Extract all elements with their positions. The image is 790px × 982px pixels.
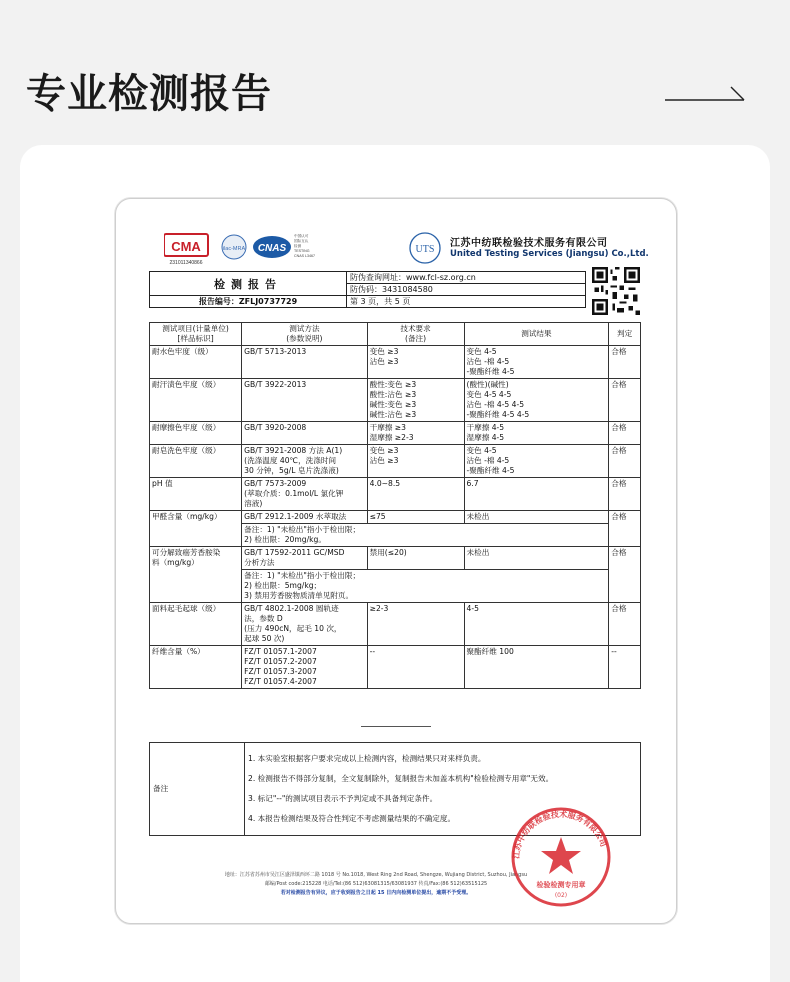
cell-item: 甲醛含量（mg/kg） [150,511,242,547]
cell-result: 6.7 [464,478,609,511]
cell-requirement: ≥2-3 [367,603,464,646]
cell-result: 4-5 [464,603,609,646]
cell-method: GB/T 3921-2008 方法 A(1) (洗涤温度 40℃，洗涤时间 30 分钟，5g/L 皂片洗涤液) [242,445,367,478]
cell-method: GB/T 4802.1-2008 圆轨迹 法，参数 D (压力 490cN，起毛 10 次， 起球 50 次) [242,603,367,646]
table-header-row [150,323,641,346]
svg-text:江苏中纺联检验技术服务有限公司: 江苏中纺联检验技术服务有限公司 [511,809,609,860]
svg-text:UTS: UTS [415,244,435,255]
cell-requirement: ≤75 [367,511,464,524]
cell-requirement: 酸性:变色 ≥3 酸性:沾色 ≥3 碱性:变色 ≥3 碱性:沾色 ≥3 [367,379,464,422]
cell-judgement: 合格 [609,445,641,478]
cell-requirement: 禁用(≤20) [367,547,464,570]
cell-result: 变色 4-5 沾色 -棉 4-5 -聚酯纤维 4-5 [464,445,609,478]
table-row [150,445,641,478]
cell-item: 耐水色牢度（级） [150,346,242,379]
remark-line: 4. 本报告检测结果及符合性判定不考虑测量结果的不确定度。 [248,814,456,823]
cell-judgement: 合格 [609,511,641,547]
report-header-table [149,271,586,308]
table-end-line [361,726,431,727]
cell-result: 干摩擦 4-5 湿摩擦 4-5 [464,422,609,445]
ilac-logo: ilac-MRA [222,246,246,252]
anti-fake-site: 防伪查询网址：www.fcl-sz.org.cn [347,272,586,284]
table-row [150,379,641,422]
page-title: 专业检测报告 [26,71,272,117]
cell-method: GB/T 3922-2013 [242,379,367,422]
col-header-item: 测试项目(计量单位) [样品标识] [150,323,242,346]
cell-judgement: 合格 [609,379,641,422]
report-title: 检测报告 [150,272,347,296]
remark-line: 1. 本实验室根据客户要求完成以上检测内容，检测结果只对来样负责。 [248,754,486,763]
cell-method: GB/T 3920-2008 [242,422,367,445]
cell-result: 变色 4-5 沾色 -棉 4-5 -聚酯纤维 4-5 [464,346,609,379]
col-header-requirement: 技术要求 (备注) [367,323,464,346]
cell-note: 备注：1) "未检出"指小于检出限； 2) 检出限：20mg/kg。 [242,524,609,547]
cell-requirement: 变色 ≥3 沾色 ≥3 [367,445,464,478]
col-header-result: 测试结果 [464,323,609,346]
cell-method: GB/T 17592-2011 GC/MSD 分析方法 [242,547,367,570]
qr-code-icon[interactable] [592,267,640,315]
cell-requirement: -- [367,646,464,689]
cell-item: pH 值 [150,478,242,511]
cell-requirement: 变色 ≥3 沾色 ≥3 [367,346,464,379]
cnas-text: 中国认可国际互认检测 TESTING CNAS L3467 [294,234,315,258]
table-row [150,346,641,379]
page-info: 第 3 页，共 5 页 [347,296,586,308]
cell-method: GB/T 5713-2013 [242,346,367,379]
cell-item: 耐摩擦色牢度（级） [150,422,242,445]
table-row [150,603,641,646]
svg-text:检验检测专用章: 检验检测专用章 [536,881,586,889]
cell-result: 聚酯纤维 100 [464,646,609,689]
footer-notice: 若对检测报告有异议，应于收到报告之日起 15 日内向检测单位提出，逾期不予受理。 [280,890,472,896]
cell-judgement: 合格 [609,478,641,511]
cell-item: 耐皂洗色牢度（级） [150,445,242,478]
cell-method: GB/T 7573-2009 (萃取介质：0.1mol/L 氯化钾 溶液) [242,478,367,511]
cell-judgement: -- [609,646,641,689]
cell-method: GB/T 2912.1-2009 水萃取法 [242,511,367,524]
cell-result: (酸性)(碱性) 变色 4-5 4-5 沾色 -棉 4-5 4-5 -聚酯纤维 4-5 4-5 [464,379,609,422]
col-header-method: 测试方法 (参数说明) [242,323,367,346]
cell-item: 纤维含量（%） [150,646,242,689]
footer-contact: 邮编/Post code:215228 电话/Tel:(86 512)63081315/63081937 传真/Fax:(86 512)63515125 [264,881,488,887]
uts-logo-icon [404,231,446,267]
table-row [150,422,641,445]
svg-text:(02): (02) [554,892,568,899]
results-table [149,322,641,689]
certification-logos [164,231,324,267]
cell-result: 未检出 [464,547,609,570]
cell-result: 未检出 [464,511,609,524]
cell-judgement: 合格 [609,603,641,646]
cell-item: 面料起毛起球（级） [150,603,242,646]
remark-line: 2. 检测报告不得部分复制，全文复制除外，复制报告未加盖本机构"检验检测专用章"无效。 [248,774,554,783]
official-seal-icon [501,799,621,909]
table-row [150,547,641,570]
table-row [150,478,641,511]
cell-requirement: 4.0~8.5 [367,478,464,511]
col-header-judgement: 判定 [609,323,641,346]
cell-judgement: 合格 [609,547,641,603]
table-row [150,646,641,689]
org-name-cn: 江苏中纺联检验技术服务有限公司 [450,238,608,249]
table-row [150,511,641,524]
arrow-right-icon[interactable] [665,86,745,104]
cell-item: 可分解致癌芳香胺染 料（mg/kg） [150,547,242,603]
anti-fake-code: 防伪码：3431084580 [347,284,586,296]
org-name-en: United Testing Services (Jiangsu) Co.,Ltd. [450,249,649,259]
cell-requirement: 干摩擦 ≥3 湿摩擦 ≥2-3 [367,422,464,445]
cell-judgement: 合格 [609,346,641,379]
organization-header [404,231,649,267]
remarks-label: 备注 [150,743,245,836]
remark-line: 3. 标记"--"的测试项目表示不予判定或不具备判定条件。 [248,794,438,803]
cma-logo: CMA [171,239,201,254]
footer-address: 地址：江苏省苏州市吴江区盛泽镇西环二路 1018 号 No.1018, West Ring 2nd Road, Shengze, Wujiang District, Suzhou, Jiangsu [224,872,528,878]
report-document [115,198,677,924]
cell-judgement: 合格 [609,422,641,445]
cell-method: FZ/T 01057.1-2007 FZ/T 01057.2-2007 FZ/T 01057.3-2007 FZ/T 01057.4-2007 [242,646,367,689]
cell-item: 耐汗渍色牢度（级） [150,379,242,422]
cell-note: 备注：1) "未检出"指小于检出限； 2) 检出限：5mg/kg； 3) 禁用芳香胺物质清单见附页。 [242,570,609,603]
report-number: 报告编号：ZFLJ0737729 [150,296,347,308]
cnas-logo: CNAS [257,243,287,254]
cma-code: 231011340866 [169,260,203,266]
